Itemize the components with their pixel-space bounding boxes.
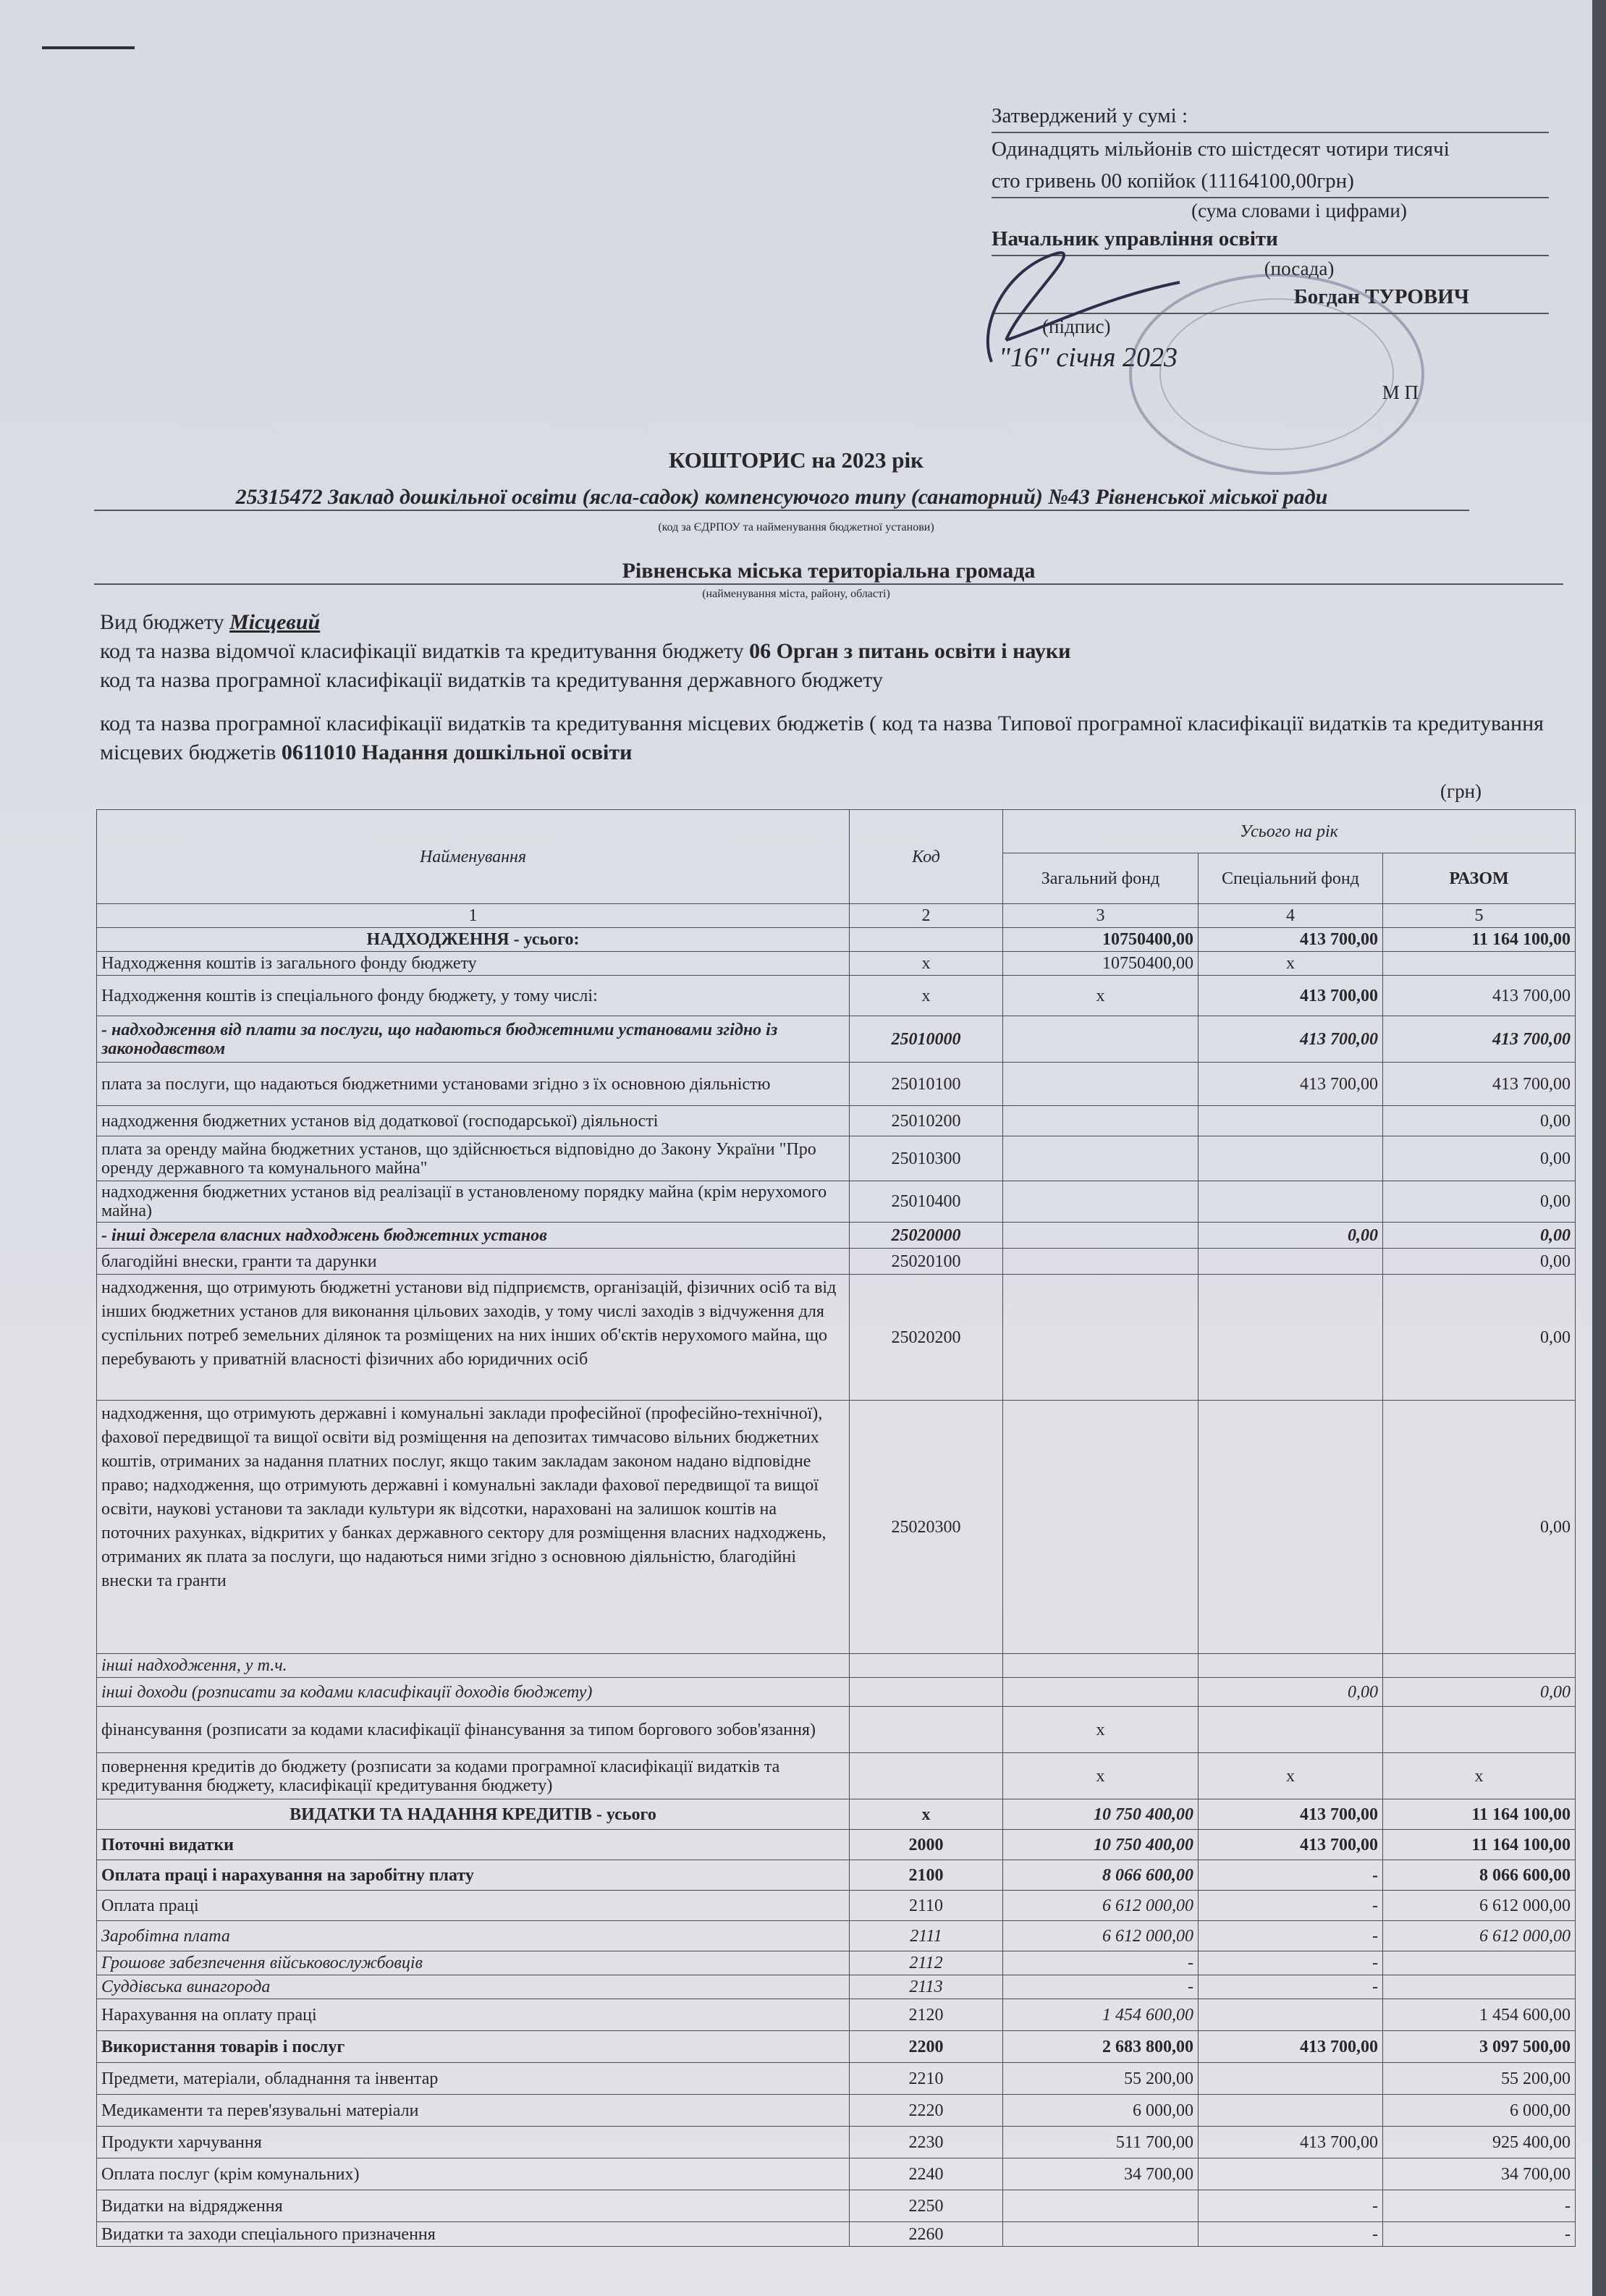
- row-general-fund: [1003, 1249, 1199, 1275]
- column-number: 4: [1199, 904, 1383, 928]
- table-row: [97, 1975, 1576, 1999]
- row-total: 55 200,00: [1383, 2063, 1576, 2095]
- row-total: 0,00: [1383, 1401, 1576, 1654]
- row-general-fund: х: [1003, 1753, 1199, 1799]
- table-row: [97, 2127, 1576, 2158]
- official-stamp: [1129, 274, 1424, 475]
- table-row: [97, 1181, 1576, 1223]
- community-name: Рівненська міська територіальна громада: [94, 559, 1563, 585]
- row-total: 0,00: [1383, 1223, 1576, 1249]
- row-name: - надходження від плати за послуги, що надаються бюджетними установами згідно із законодавством: [97, 1016, 850, 1063]
- row-total: х: [1383, 1753, 1576, 1799]
- row-total: -: [1383, 2222, 1576, 2247]
- row-special-fund: -: [1199, 2190, 1383, 2222]
- row-name: Грошове забезпечення військовослужбовців: [97, 1951, 850, 1975]
- table-row: [97, 1753, 1576, 1799]
- row-total: 34 700,00: [1383, 2158, 1576, 2190]
- row-total: 1 454 600,00: [1383, 1999, 1576, 2031]
- row-total: 11 164 100,00: [1383, 1830, 1576, 1860]
- row-special-fund: 413 700,00: [1199, 976, 1383, 1016]
- row-special-fund: [1199, 1136, 1383, 1181]
- header-name: Найменування: [97, 810, 850, 904]
- row-general-fund: 10 750 400,00: [1003, 1830, 1199, 1860]
- row-special-fund: 413 700,00: [1199, 1063, 1383, 1106]
- row-total: [1383, 1654, 1576, 1678]
- budget-type-line: Вид бюджету Місцевий: [100, 610, 321, 634]
- table-header-row: [97, 810, 1576, 853]
- row-code: 25010000: [850, 1016, 1003, 1063]
- row-total: [1383, 1975, 1576, 1999]
- column-number: 3: [1003, 904, 1199, 928]
- table-row: [97, 1401, 1576, 1654]
- row-general-fund: 55 200,00: [1003, 2063, 1199, 2095]
- row-general-fund: 6 000,00: [1003, 2095, 1199, 2127]
- row-general-fund: [1003, 1106, 1199, 1136]
- row-special-fund: [1199, 1401, 1383, 1654]
- table-row: [97, 1275, 1576, 1401]
- row-name: Видатки та заходи спеціального призначення: [97, 2222, 850, 2247]
- table-row: [97, 1678, 1576, 1707]
- signature-hint: (підпис): [1042, 316, 1111, 337]
- row-general-fund: 8 066 600,00: [1003, 1860, 1199, 1891]
- row-total: 0,00: [1383, 1249, 1576, 1275]
- row-code: 2112: [850, 1951, 1003, 1975]
- row-name: надходження бюджетних установ від додаткової (господарської) діяльності: [97, 1106, 850, 1136]
- row-total: 413 700,00: [1383, 1063, 1576, 1106]
- table-row: [97, 1891, 1576, 1921]
- table-row: [97, 1707, 1576, 1753]
- row-code: 2200: [850, 2031, 1003, 2063]
- row-special-fund: [1199, 1249, 1383, 1275]
- row-code: 2260: [850, 2222, 1003, 2247]
- local-program-line: код та назва програмної класифікації видатків та кредитування місцевих бюджетів ( код та назва Типової програмної класифікації видатків та кредитування місцевих бюджетів 0611010 Надання дошкільної освіти: [100, 712, 1544, 764]
- row-general-fund: 511 700,00: [1003, 2127, 1199, 2158]
- row-general-fund: х: [1003, 1707, 1199, 1753]
- row-name: Надходження коштів із загального фонду бюджету: [97, 952, 850, 976]
- row-general-fund: [1003, 1401, 1199, 1654]
- row-general-fund: 34 700,00: [1003, 2158, 1199, 2190]
- table-row: [97, 1136, 1576, 1181]
- table-row: [97, 1106, 1576, 1136]
- row-general-fund: 6 612 000,00: [1003, 1891, 1199, 1921]
- row-name: повернення кредитів до бюджету (розписати за кодами програмної класифікації видатків та кредитування бюджету, класифікації кредитування бюджету): [97, 1753, 850, 1799]
- row-special-fund: -: [1199, 1975, 1383, 1999]
- table-row: [97, 1223, 1576, 1249]
- row-name: Надходження коштів із спеціального фонду бюджету, у тому числі:: [97, 976, 850, 1016]
- row-total: 0,00: [1383, 1678, 1576, 1707]
- row-name: Суддівська винагорода: [97, 1975, 850, 1999]
- row-total: 925 400,00: [1383, 2127, 1576, 2158]
- table-row: [97, 1951, 1576, 1975]
- row-special-fund: -: [1199, 1860, 1383, 1891]
- document-title: КОШТОРИС на 2023 рік: [668, 447, 924, 473]
- row-special-fund: [1199, 1275, 1383, 1401]
- department-code-line: код та назва відомчої класифікації видатків та кредитування бюджету 06 Орган з питань освіти і науки: [100, 639, 1071, 663]
- row-total: [1383, 1951, 1576, 1975]
- head-label: Начальник управління освіти: [992, 223, 1549, 256]
- table-row: [97, 1921, 1576, 1951]
- header-sum: РАЗОМ: [1383, 853, 1576, 904]
- row-name: Продукти харчування: [97, 2127, 850, 2158]
- row-total: [1383, 952, 1576, 976]
- row-code: 25020200: [850, 1275, 1003, 1401]
- row-name: - інші джерела власних надходжень бюджетних установ: [97, 1223, 850, 1249]
- amount-words-line1: Одинадцять мільйонів сто шістдесят чотири тисячі: [992, 138, 1450, 161]
- row-code: 25010300: [850, 1136, 1003, 1181]
- row-total: 413 700,00: [1383, 976, 1576, 1016]
- estimate-table: [96, 809, 1576, 2247]
- column-number: 1: [97, 904, 850, 928]
- table-row: [97, 2031, 1576, 2063]
- row-name: НАДХОДЖЕННЯ - усього:: [97, 928, 850, 952]
- row-general-fund: [1003, 1223, 1199, 1249]
- row-special-fund: -: [1199, 1951, 1383, 1975]
- row-code: 2220: [850, 2095, 1003, 2127]
- row-special-fund: [1199, 1654, 1383, 1678]
- edge-mark: [42, 46, 135, 49]
- row-name: надходження, що отримують державні і комунальні заклади професійної (професійно-технічної), фахової передвищої та вищої освіти від розміщення на депозитах тимчасово вільних бюджетних коштів, отриманих за надання платних послуг, якщо таким закладам законом надано відповідне право; надходження, що отримують державні і комунальні заклади фахової передвищої та вищої освіти, наукові установи та заклади культури як відсотки, нараховані на залишок коштів на поточних рахунках, відкритих у банках державного сектору для розміщення власних надходжень, отриманих як плата за послуги, що надаються ними згідно з основною діяльністю, благодійні внески та гранти: [97, 1401, 850, 1654]
- row-special-fund: 0,00: [1199, 1678, 1383, 1707]
- table-row: [97, 2222, 1576, 2247]
- row-code: х: [850, 1799, 1003, 1830]
- row-general-fund: [1003, 1654, 1199, 1678]
- table-row: [97, 1249, 1576, 1275]
- row-special-fund: [1199, 1181, 1383, 1223]
- row-general-fund: [1003, 1063, 1199, 1106]
- row-code: [850, 1678, 1003, 1707]
- row-total: 413 700,00: [1383, 1016, 1576, 1063]
- row-name: Оплата праці і нарахування на заробітну плату: [97, 1860, 850, 1891]
- row-code: 25020000: [850, 1223, 1003, 1249]
- row-name: Поточні видатки: [97, 1830, 850, 1860]
- row-code: [850, 1753, 1003, 1799]
- row-general-fund: [1003, 1275, 1199, 1401]
- row-general-fund: 10 750 400,00: [1003, 1799, 1199, 1830]
- row-special-fund: [1199, 2158, 1383, 2190]
- community-hint: (найменування міста, району, області): [702, 588, 890, 600]
- table-row: [97, 2063, 1576, 2095]
- row-special-fund: 413 700,00: [1199, 2031, 1383, 2063]
- row-special-fund: 413 700,00: [1199, 1830, 1383, 1860]
- row-special-fund: -: [1199, 1891, 1383, 1921]
- row-general-fund: 2 683 800,00: [1003, 2031, 1199, 2063]
- table-row: [97, 928, 1576, 952]
- row-name: плата за оренду майна бюджетних установ, що здійснюється відповідно до Закону України "Про оренду державного та комунального майна": [97, 1136, 850, 1181]
- signer-name: Богдан ТУРОВИЧ: [992, 281, 1549, 314]
- row-code: 2000: [850, 1830, 1003, 1860]
- row-special-fund: 413 700,00: [1199, 928, 1383, 952]
- row-code: 2210: [850, 2063, 1003, 2095]
- row-name: інші надходження, у т.ч.: [97, 1654, 850, 1678]
- row-code: [850, 1707, 1003, 1753]
- row-general-fund: -: [1003, 1951, 1199, 1975]
- classification-block: [100, 608, 1562, 767]
- row-general-fund: [1003, 1678, 1199, 1707]
- row-name: фінансування (розписати за кодами класифікації фінансування за типом боргового зобов'язання): [97, 1707, 850, 1753]
- row-code: 2230: [850, 2127, 1003, 2158]
- table-row: [97, 2095, 1576, 2127]
- approved-label: Затверджений у сумі :: [992, 100, 1549, 133]
- table-row: [97, 2190, 1576, 2222]
- row-general-fund: -: [1003, 1975, 1199, 1999]
- row-special-fund: [1199, 2095, 1383, 2127]
- row-name: інші доходи (розписати за кодами класифікації доходів бюджету): [97, 1678, 850, 1707]
- row-name: Оплата послуг (крім комунальних): [97, 2158, 850, 2190]
- institution-name: 25315472 Заклад дошкільної освіти (ясла-садок) компенсуючого типу (санаторний) №43 Рівненської міської ради: [94, 485, 1469, 511]
- row-total: 8 066 600,00: [1383, 1860, 1576, 1891]
- table-row: [97, 1063, 1576, 1106]
- row-code: 2111: [850, 1921, 1003, 1951]
- row-general-fund: 10750400,00: [1003, 928, 1199, 952]
- row-code: 2113: [850, 1975, 1003, 1999]
- table-row: [97, 1799, 1576, 1830]
- row-total: 11 164 100,00: [1383, 1799, 1576, 1830]
- row-code: 25010200: [850, 1106, 1003, 1136]
- row-special-fund: 413 700,00: [1199, 2127, 1383, 2158]
- row-total: 11 164 100,00: [1383, 928, 1576, 952]
- row-total: -: [1383, 2190, 1576, 2222]
- row-code: 25020300: [850, 1401, 1003, 1654]
- row-general-fund: [1003, 1181, 1199, 1223]
- currency-unit: (грн): [1440, 780, 1482, 802]
- row-code: х: [850, 952, 1003, 976]
- header-special-fund: Спеціальний фонд: [1199, 853, 1383, 904]
- row-total: 0,00: [1383, 1106, 1576, 1136]
- approval-date: "16" січня 2023: [999, 342, 1178, 373]
- header-total-year: Усього на рік: [1003, 810, 1576, 853]
- column-number: 5: [1383, 904, 1576, 928]
- header-code: Код: [850, 810, 1003, 904]
- row-code: 2250: [850, 2190, 1003, 2222]
- column-number: 2: [850, 904, 1003, 928]
- row-code: 2120: [850, 1999, 1003, 2031]
- stamp-place-label: М П: [1382, 381, 1419, 403]
- row-name: Заробітна плата: [97, 1921, 850, 1951]
- row-special-fund: х: [1199, 952, 1383, 976]
- row-name: надходження бюджетних установ від реалізації в установленому порядку майна (крім нерухомого майна): [97, 1181, 850, 1223]
- institution-hint: (код за ЄДРПОУ та найменування бюджетної установи): [658, 521, 934, 533]
- row-code: 2240: [850, 2158, 1003, 2190]
- table-row: [97, 952, 1576, 976]
- row-total: 0,00: [1383, 1136, 1576, 1181]
- row-name: ВИДАТКИ ТА НАДАННЯ КРЕДИТІВ - усього: [97, 1799, 850, 1830]
- table-row: [97, 2158, 1576, 2190]
- amount-words-line2: сто гривень 00 копійок (11164100,00грн): [992, 165, 1549, 198]
- row-code: 25010400: [850, 1181, 1003, 1223]
- row-code: х: [850, 976, 1003, 1016]
- row-name: благодійні внески, гранти та дарунки: [97, 1249, 850, 1275]
- row-name: Використання товарів і послуг: [97, 2031, 850, 2063]
- row-total: 6 612 000,00: [1383, 1891, 1576, 1921]
- table-row: [97, 1999, 1576, 2031]
- row-total: 3 097 500,00: [1383, 2031, 1576, 2063]
- table-row: [97, 1654, 1576, 1678]
- row-general-fund: 6 612 000,00: [1003, 1921, 1199, 1951]
- header-general-fund: Загальний фонд: [1003, 853, 1199, 904]
- row-code: [850, 1654, 1003, 1678]
- row-special-fund: [1199, 1707, 1383, 1753]
- row-code: 2100: [850, 1860, 1003, 1891]
- row-name: Видатки на відрядження: [97, 2190, 850, 2222]
- row-total: 0,00: [1383, 1181, 1576, 1223]
- row-name: Оплата праці: [97, 1891, 850, 1921]
- row-name: Предмети, матеріали, обладнання та інвентар: [97, 2063, 850, 2095]
- row-general-fund: [1003, 2222, 1199, 2247]
- row-general-fund: х: [1003, 976, 1199, 1016]
- row-special-fund: х: [1199, 1753, 1383, 1799]
- row-general-fund: [1003, 2190, 1199, 2222]
- row-special-fund: -: [1199, 1921, 1383, 1951]
- position-hint: (посада): [1264, 258, 1335, 279]
- amount-hint: (сума словами і цифрами): [1191, 200, 1407, 221]
- state-program-line: код та назва програмної класифікації видатків та кредитування державного бюджету: [100, 668, 883, 692]
- row-special-fund: 413 700,00: [1199, 1799, 1383, 1830]
- row-code: [850, 928, 1003, 952]
- row-special-fund: 0,00: [1199, 1223, 1383, 1249]
- table-row: [97, 1830, 1576, 1860]
- table-row: [97, 1016, 1576, 1063]
- row-total: 0,00: [1383, 1275, 1576, 1401]
- table-row: [97, 1860, 1576, 1891]
- row-special-fund: -: [1199, 2222, 1383, 2247]
- row-code: 25010100: [850, 1063, 1003, 1106]
- row-special-fund: 413 700,00: [1199, 1016, 1383, 1063]
- row-general-fund: 10750400,00: [1003, 952, 1199, 976]
- row-code: 2110: [850, 1891, 1003, 1921]
- row-name: плата за послуги, що надаються бюджетними установами згідно з їх основною діяльністю: [97, 1063, 850, 1106]
- column-number-row: [97, 904, 1576, 928]
- row-name: Нарахування на оплату праці: [97, 1999, 850, 2031]
- row-total: 6 612 000,00: [1383, 1921, 1576, 1951]
- row-name: надходження, що отримують бюджетні установи від підприємств, організацій, фізичних осіб та від інших бюджетних установ для виконання цільових заходів, у тому числі заходів з відчуження для суспільних потреб земельних ділянок та розміщених на них інших об'єктів нерухомого майна, що перебувають у приватній власності фізичних або юридичних осіб: [97, 1275, 850, 1401]
- row-name: Медикаменти та перев'язувальні матеріали: [97, 2095, 850, 2127]
- row-general-fund: [1003, 1016, 1199, 1063]
- row-general-fund: [1003, 1136, 1199, 1181]
- row-total: [1383, 1707, 1576, 1753]
- row-special-fund: [1199, 1106, 1383, 1136]
- row-code: 25020100: [850, 1249, 1003, 1275]
- row-special-fund: [1199, 1999, 1383, 2031]
- row-total: 6 000,00: [1383, 2095, 1576, 2127]
- row-general-fund: 1 454 600,00: [1003, 1999, 1199, 2031]
- table-row: [97, 976, 1576, 1016]
- row-special-fund: [1199, 2063, 1383, 2095]
